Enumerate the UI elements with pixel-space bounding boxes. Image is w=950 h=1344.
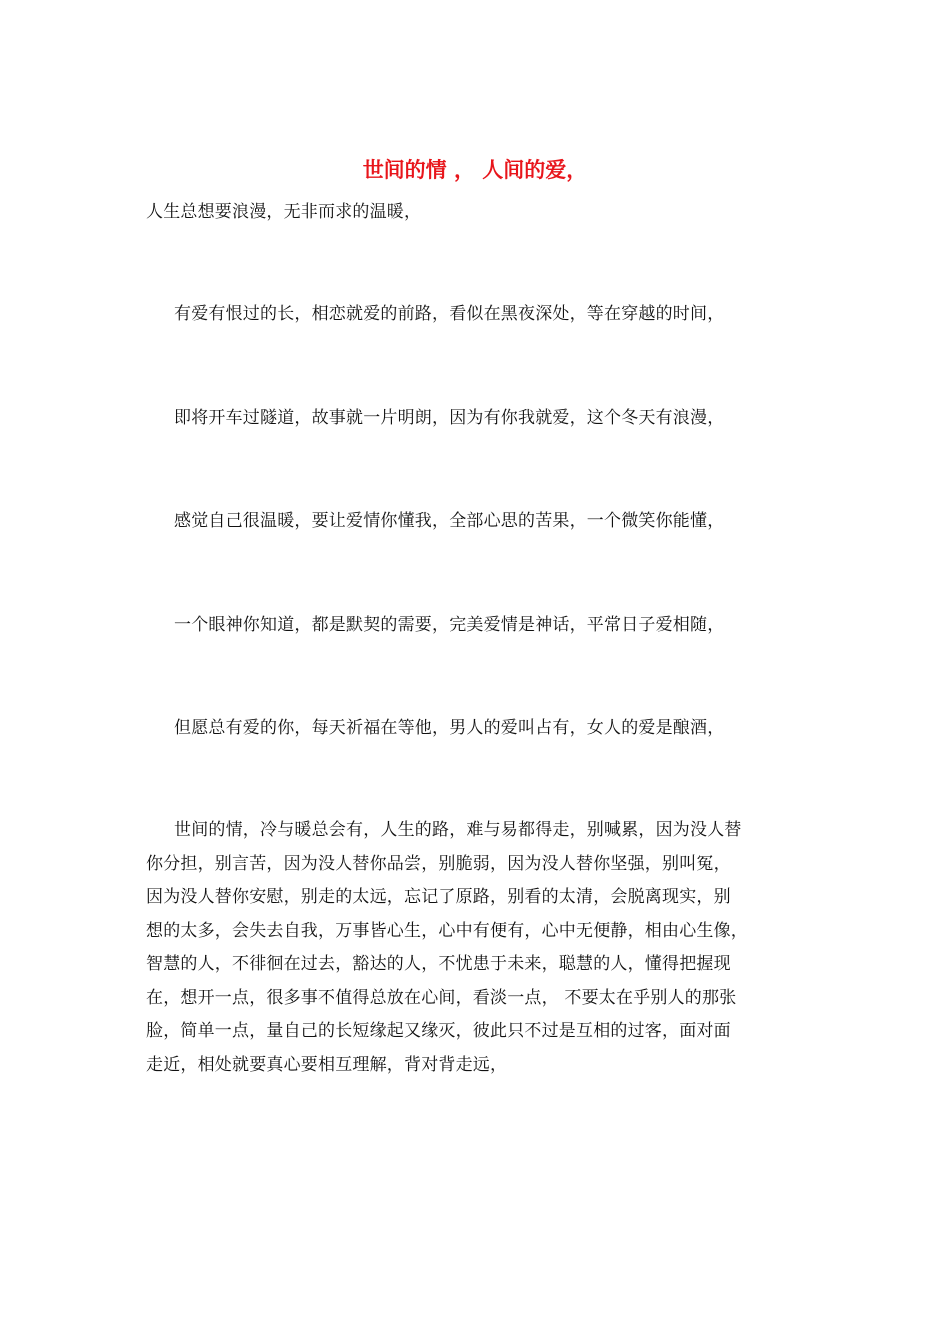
verse-line: 但愿总有爱的你，每天祈福在等他，男人的爱叫占有，女人的爱是酿酒， — [174, 718, 725, 738]
paragraph-line: 走近，相处就要真心要相互理解，背对背走远， — [146, 1054, 508, 1075]
paragraph-line: 智慧的人，不徘徊在过去，豁达的人，不忧患于未来，聪慧的人，懂得把握现 — [146, 954, 731, 974]
intro-line: 人生总想要浪漫，无非而求的温暖， — [146, 202, 422, 222]
verse-line: 即将开车过隧道，故事就一片明朗，因为有你我就爱，这个冬天有浪漫， — [174, 408, 725, 428]
verse-line: 一个眼神你知道，都是默契的需要，完美爱情是神话，平常日子爱相随， — [174, 615, 725, 635]
verse-line: 感觉自己很温暖，要让爱情你懂我，全部心思的苦果，一个微笑你能懂， — [174, 511, 725, 531]
paragraph-line: 你分担，别言苦，因为没人替你品尝，别脆弱，因为没人替你坚强，别叫冤， — [146, 853, 731, 874]
paragraph-line: 世间的情，冷与暖总会有，人生的路，难与易都得走，别喊累，因为没人替 — [174, 820, 742, 840]
paragraph-line: 脸，简单一点，量自己的长短缘起又缘灭，彼此只不过是互相的过客，面对面 — [146, 1021, 731, 1041]
paragraph-line: 在，想开一点，很多事不值得总放在心间，看淡一点， 不要太在乎别人的那张 — [146, 987, 737, 1008]
document-title: 世间的情 ， 人间的爱， — [362, 157, 588, 182]
final-paragraph — [146, 818, 814, 1086]
verse-line: 有爱有恨过的长，相恋就爱的前路，看似在黑夜深处，等在穿越的时间， — [174, 304, 725, 324]
paragraph-line: 因为没人替你安慰，别走的太远，忘记了原路，别看的太清，会脱离现实，别 — [146, 887, 731, 907]
paragraph-line: 想的太多，会失去自我，万事皆心生，心中有便有，心中无便静，相由心生像， — [146, 920, 748, 941]
